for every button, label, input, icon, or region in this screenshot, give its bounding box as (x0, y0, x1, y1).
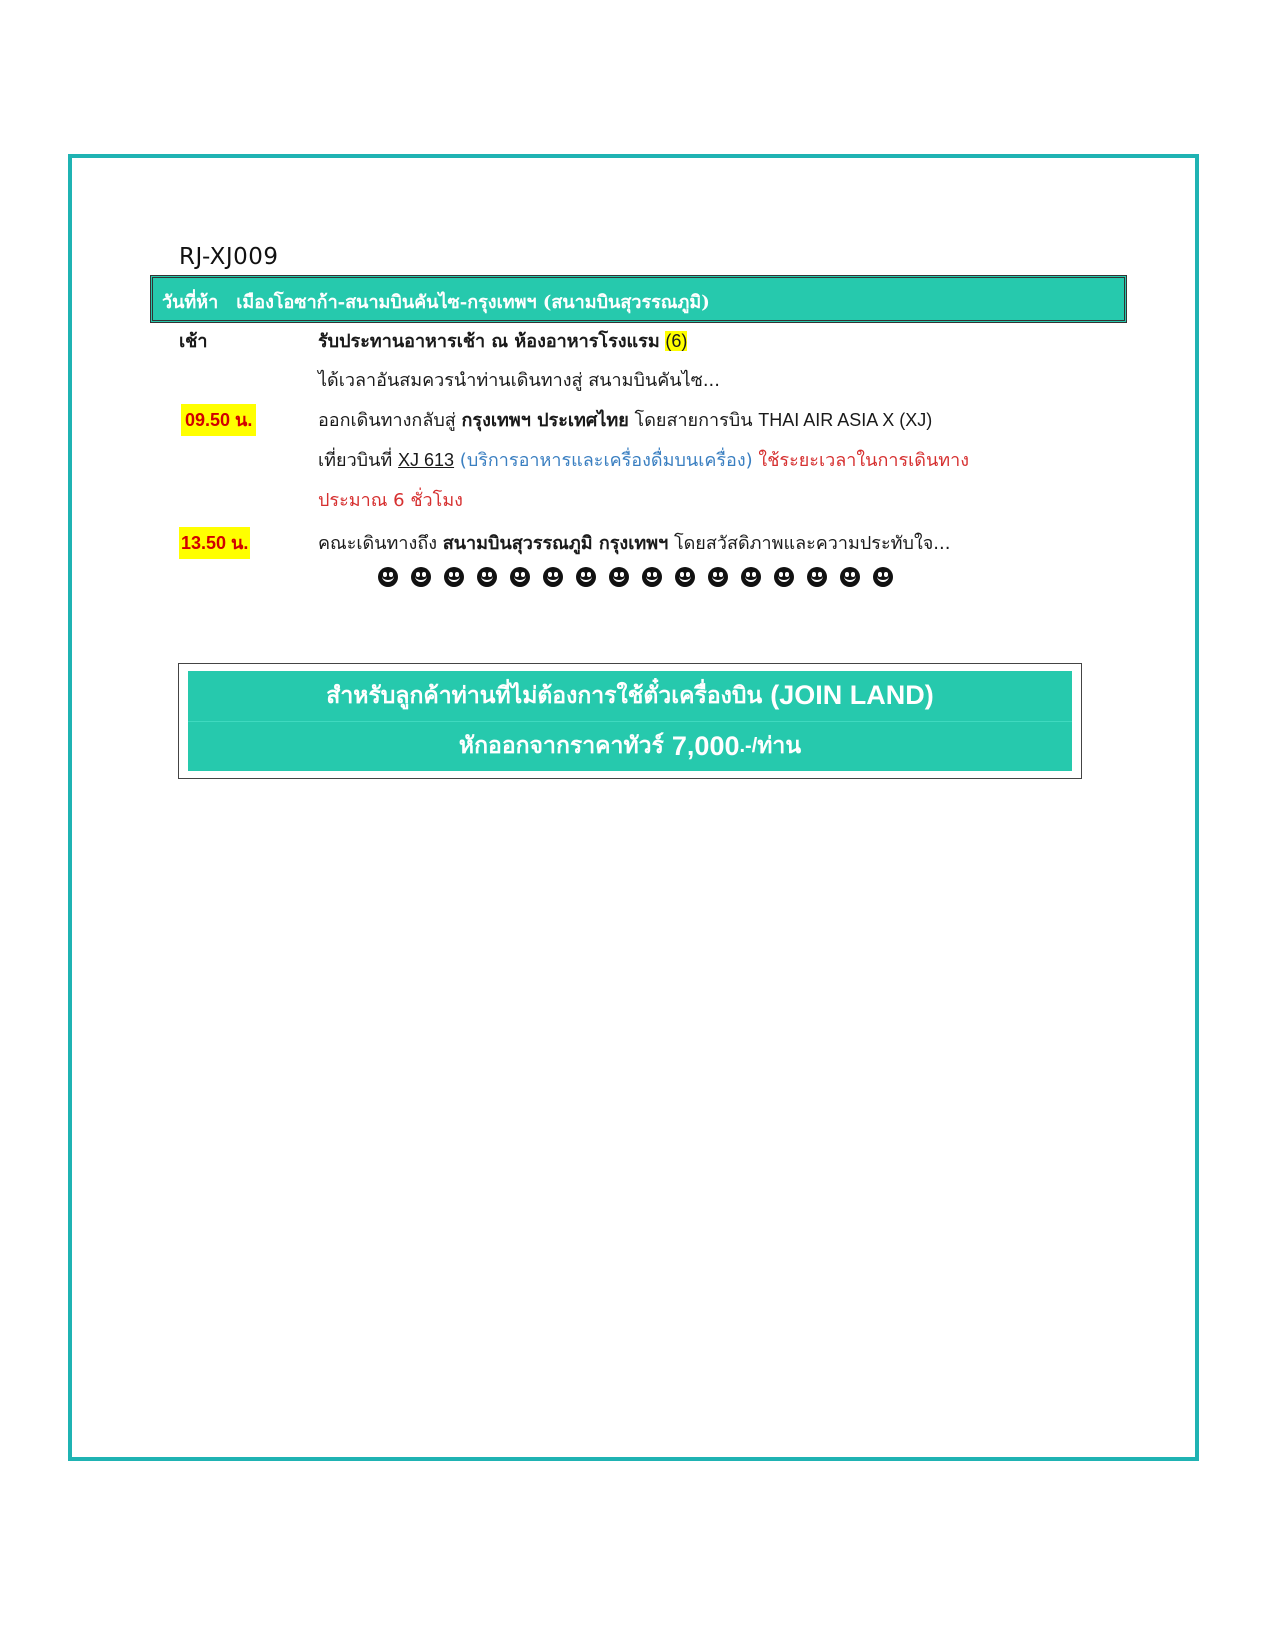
depart-line-2 (318, 445, 969, 474)
smiley-icon (477, 567, 497, 587)
smiley-icon (675, 567, 695, 587)
smiley-icon (642, 567, 662, 587)
depart-line-1 (318, 405, 932, 434)
price-unit: ท่าน (757, 733, 802, 760)
join-land-box (178, 663, 1082, 779)
join-land-line-2 (188, 721, 1072, 772)
smiley-icon (543, 567, 563, 587)
breakfast-text: รับประทานอาหารเช้า ณ ห้องอาหารโรงแรม (318, 331, 660, 352)
airline-name: THAI AIR ASIA X (XJ) (758, 410, 933, 430)
meal-number: (6) (665, 331, 688, 351)
meal-service-note: (บริการอาหารและเครื่องดื่มบนเครื่อง) (459, 450, 753, 471)
day-route: เมืองโอซาก้า-สนามบินคันไซ-กรุงเทพฯ (สนามบินสุวรรณภูมิ) (236, 292, 710, 313)
flight-label: เที่ยวบินที่ (318, 450, 393, 471)
arrive-text-b: โดยสวัสดิภาพและความประทับใจ... (673, 533, 951, 554)
breakfast-line (318, 326, 687, 355)
duration-text-b: ประมาณ 6 ชั่วโมง (318, 490, 463, 511)
arrive-place: สนามบินสุวรรณภูมิ กรุงเทพฯ (442, 533, 669, 554)
depart-text-b: โดยสายการบิน (634, 410, 753, 431)
smiley-icon (807, 567, 827, 587)
join-land-en: (JOIN LAND) (770, 680, 934, 711)
duration-text-a: ใช้ระยะเวลาในการเดินทาง (758, 450, 970, 471)
arrive-text-a: คณะเดินทางถึง (318, 533, 438, 554)
smiley-icon (873, 567, 893, 587)
smiley-icon (741, 567, 761, 587)
smiley-icon (840, 567, 860, 587)
depart-time-badge: 09.50 น. (181, 404, 256, 436)
smiley-icon (609, 567, 629, 587)
smiley-row (378, 567, 893, 587)
smiley-icon (378, 567, 398, 587)
day-label: วันที่ห้า (162, 292, 219, 313)
day-header (150, 275, 1127, 323)
smiley-icon (444, 567, 464, 587)
time-morning: เช้า (179, 331, 208, 352)
smiley-icon (708, 567, 728, 587)
smiley-icon (576, 567, 596, 587)
depart-destination: กรุงเทพฯ ประเทศไทย (461, 410, 629, 431)
join-land-text: สำหรับลูกค้าท่านที่ไม่ต้องการใช้ตั๋วเครื่องบิน (326, 682, 763, 709)
join-land-line-1 (188, 671, 1072, 721)
depart-text-a: ออกเดินทางกลับสู่ (318, 410, 456, 431)
time-depart (181, 405, 256, 434)
arrive-line (318, 528, 950, 557)
deduct-text: หักออกจากราคาทัวร์ (458, 733, 664, 760)
deduct-price: 7,000 (671, 730, 740, 761)
program-code: RJ-XJ009 (179, 244, 279, 270)
arrive-time-badge: 13.50 น. (179, 527, 250, 559)
smiley-icon (774, 567, 794, 587)
transfer-line: ได้เวลาอันสมควรนำท่านเดินทางสู่ สนามบินคันไซ... (318, 370, 721, 391)
price-suffix: .-/ (739, 734, 758, 757)
smiley-icon (411, 567, 431, 587)
smiley-icon (510, 567, 530, 587)
flight-number: XJ 613 (398, 450, 455, 470)
time-arrive (179, 528, 250, 557)
